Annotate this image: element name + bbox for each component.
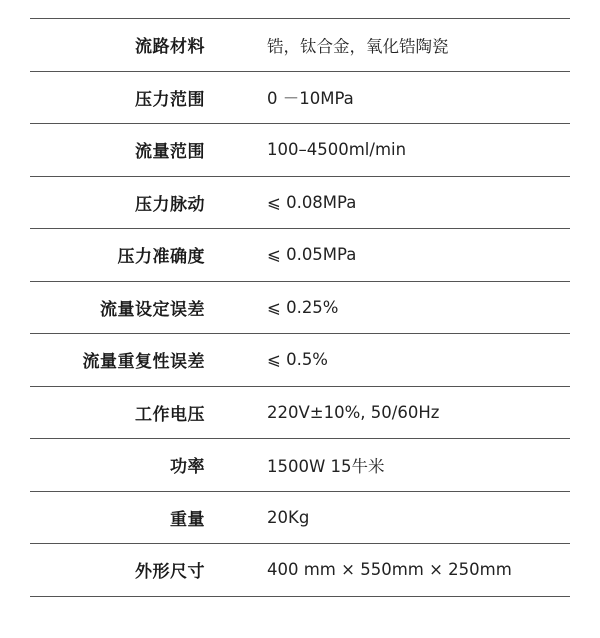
spec-value: 400 mm × 550mm × 250mm [267, 560, 512, 580]
spec-row-flow-range [30, 124, 570, 177]
spec-label: 流量范围 [135, 142, 205, 163]
spec-value: 20Kg [267, 507, 310, 527]
spec-value: ⩽ 0.05MPa [267, 245, 357, 265]
spec-label: 流路材料 [135, 37, 205, 58]
spec-value: ⩽ 0.25% [267, 297, 339, 317]
spec-label: 压力范围 [135, 89, 205, 110]
spec-value: ⩽ 0.5% [267, 350, 328, 370]
spec-row-flow-path-material [30, 19, 570, 72]
spec-label: 重量 [170, 509, 205, 530]
spec-value: ⩽ 0.08MPa [267, 192, 357, 212]
spec-row-pressure-pulsation [30, 177, 570, 230]
spec-label: 压力准确度 [117, 247, 205, 268]
spec-row-operating-voltage [30, 387, 570, 440]
spec-label: 工作电压 [135, 404, 205, 425]
spec-value: 220V±10%, 50/60Hz [267, 402, 440, 422]
spec-table [30, 18, 570, 597]
spec-value: 1500W 15牛米 [267, 456, 385, 476]
spec-label: 外形尺寸 [135, 562, 205, 583]
spec-value: 0 －10MPa [267, 89, 354, 109]
spec-label: 功率 [170, 457, 205, 478]
spec-row-weight [30, 492, 570, 545]
spec-label: 流量重复性误差 [82, 352, 205, 373]
spec-value: 100–4500ml/min [267, 140, 407, 160]
spec-row-pressure-accuracy [30, 229, 570, 282]
spec-row-flow-setting-error [30, 282, 570, 335]
spec-row-flow-repeatability-error [30, 334, 570, 387]
spec-label: 压力脉动 [135, 194, 205, 215]
spec-row-power [30, 439, 570, 492]
spec-label: 流量设定误差 [100, 299, 205, 320]
spec-row-pressure-range [30, 72, 570, 125]
spec-row-dimensions [30, 544, 570, 597]
spec-value: 锆，钛合金，氧化锆陶瓷 [267, 36, 449, 56]
